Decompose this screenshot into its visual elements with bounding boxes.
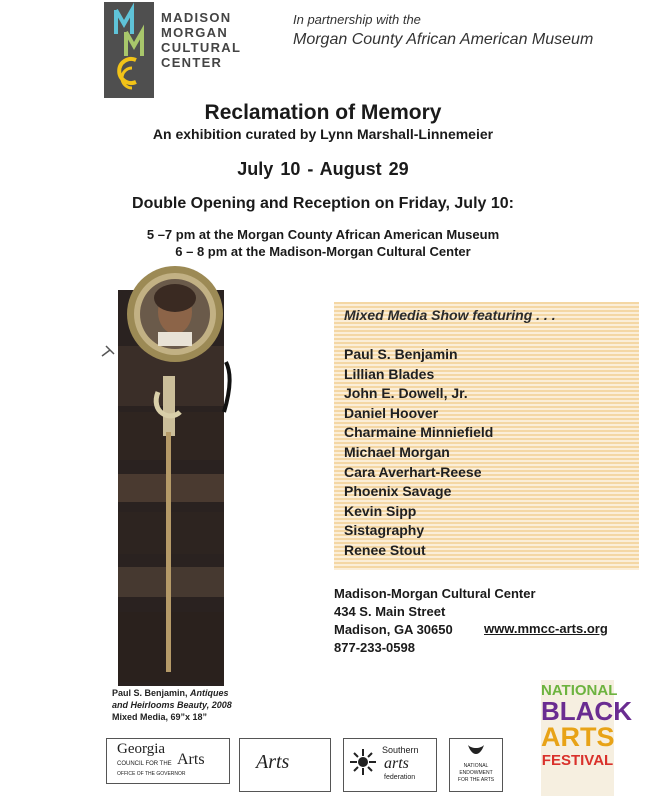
artwork-caption <box>112 687 232 723</box>
nea-emblem-icon <box>466 743 486 759</box>
logo-line: MORGAN <box>161 25 229 40</box>
nbaf-national: NATIONAL <box>541 682 618 699</box>
mmcc-logo-text <box>161 10 241 70</box>
southern-line1: Southern <box>382 745 419 755</box>
arts-council-logo <box>239 738 331 792</box>
southern-arts-federation-logo <box>343 738 437 792</box>
nbaf-arts: ARTS <box>541 722 615 752</box>
caption-title-2: and Heirlooms Beauty, 2008 <box>112 700 232 710</box>
venue-name: Madison-Morgan Cultural Center <box>334 586 536 601</box>
nea-line2: ENDOWMENT <box>459 770 493 776</box>
artist-item: Phoenix Savage <box>344 483 452 500</box>
artist-item: Charmaine Minniefield <box>344 424 494 441</box>
artist-item: Michael Morgan <box>344 443 450 460</box>
nbaf-festival: FESTIVAL <box>541 752 614 769</box>
logo-line: CENTER <box>161 55 223 70</box>
georgia-arts: Arts <box>177 751 205 768</box>
southern-line3: federation <box>384 774 416 781</box>
venue-phone: 877-233-0598 <box>334 640 415 655</box>
logo-line: CULTURAL <box>161 40 242 55</box>
artist-item: Renee Stout <box>344 541 426 558</box>
partnership-museum: Morgan County African American Museum <box>293 31 594 48</box>
georgia-council-logo <box>106 738 230 784</box>
nbaf-black: BLACK <box>541 696 632 726</box>
southern-line2: arts <box>384 755 409 772</box>
national-black-arts-festival-logo <box>541 680 632 796</box>
exhibition-dates: July 10 - August 29 <box>237 159 409 179</box>
artist-item: Kevin Sipp <box>344 502 417 519</box>
opening-reception: Double Opening and Reception on Friday, July 10: <box>132 195 514 212</box>
venue-street: 434 S. Main Street <box>334 604 446 619</box>
georgia-word: Georgia <box>117 741 166 757</box>
sunburst-icon <box>350 749 376 775</box>
nea-line3: FOR THE ARTS <box>457 777 495 783</box>
opening-time-museum: 5 –7 pm at the Morgan County African American Museum <box>146 227 500 242</box>
georgia-council: COUNCIL FOR THE <box>117 761 172 767</box>
exhibition-subtitle: An exhibition curated by Lynn Marshall-Linnemeier <box>152 126 494 142</box>
venue-city: Madison, GA 30650 <box>334 622 453 637</box>
nea-line1: NATIONAL <box>463 763 489 769</box>
caption-medium: Mixed Media, 69”x 18” <box>112 712 208 722</box>
artist-item: Lillian Blades <box>344 365 435 382</box>
mmcc-monogram-icon <box>104 2 154 98</box>
artist-item: Cara Averhart-Reese <box>344 463 482 480</box>
artists-list <box>344 345 493 561</box>
partnership-intro: In partnership with the <box>293 12 421 27</box>
website-link[interactable]: www.mmcc-arts.org <box>484 621 608 636</box>
logo-line: MADISON <box>161 10 232 25</box>
artist-item: Daniel Hoover <box>344 404 439 421</box>
artist-item: John E. Dowell, Jr. <box>344 385 468 402</box>
georgia-office: OFFICE OF THE GOVERNOR <box>117 771 186 777</box>
artist-item: Sistagraphy <box>344 522 425 539</box>
nea-logo <box>449 738 503 792</box>
mmcc-logo-mark <box>104 2 154 98</box>
artist-item: Paul S. Benjamin <box>344 346 458 362</box>
exhibition-title: Reclamation of Memory <box>204 101 442 124</box>
caption-artist: Paul S. Benjamin, <box>112 688 188 698</box>
opening-time-mmcc: 6 – 8 pm at the Madison-Morgan Cultural Center <box>175 244 471 259</box>
artists-heading: Mixed Media Show featuring . . . <box>344 307 556 323</box>
arts-word: Arts <box>256 751 290 773</box>
caption-title-1: Antiques <box>190 688 229 698</box>
artwork-image <box>100 262 250 690</box>
